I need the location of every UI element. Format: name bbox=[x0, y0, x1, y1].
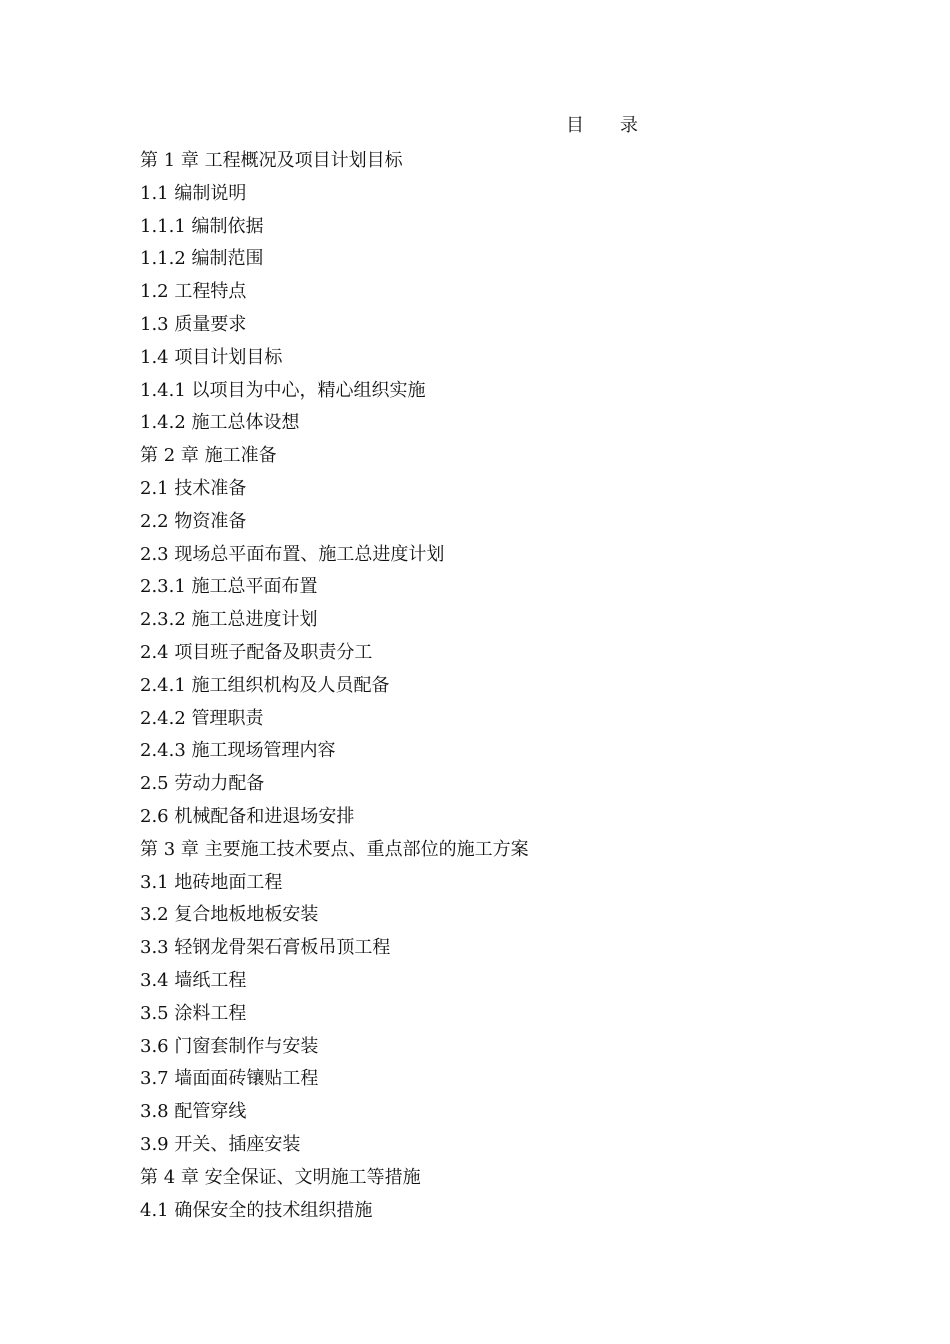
toc-entry-2-3: 2.3 现场总平面布置、施工总进度计划 bbox=[140, 543, 445, 565]
toc-entry-3-3: 3.3 轻钢龙骨架石膏板吊顶工程 bbox=[140, 937, 391, 959]
toc-entry-2-2: 2.2 物资准备 bbox=[140, 510, 247, 532]
toc-entry-1-1-1: 1.1.1 编制依据 bbox=[140, 215, 264, 237]
toc-entry-3-8: 3.8 配管穿线 bbox=[140, 1101, 247, 1123]
toc-entry-3-9: 3.9 开关、插座安装 bbox=[140, 1133, 301, 1155]
toc-entry-3-1: 3.1 地砖地面工程 bbox=[140, 871, 283, 893]
toc-entry-2-3-1: 2.3.1 施工总平面布置 bbox=[140, 576, 318, 598]
toc-entry-3-2: 3.2 复合地板地板安装 bbox=[140, 904, 319, 926]
toc-entry-1-1: 1.1 编制说明 bbox=[140, 182, 247, 204]
toc-entry-2-3-2: 2.3.2 施工总进度计划 bbox=[140, 609, 318, 631]
toc-entry-chapter-2: 第 2 章 施工准备 bbox=[140, 445, 277, 467]
toc-entry-chapter-1: 第 1 章 工程概况及项目计划目标 bbox=[140, 150, 403, 171]
toc-entry-2-4: 2.4 项目班子配备及职责分工 bbox=[140, 641, 373, 663]
toc-entry-2-5: 2.5 劳动力配备 bbox=[140, 773, 265, 795]
toc-entry-chapter-4: 第 4 章 安全保证、文明施工等措施 bbox=[140, 1166, 421, 1188]
toc-entry-1-4-2: 1.4.2 施工总体设想 bbox=[140, 412, 300, 434]
toc-entry-2-1: 2.1 技术准备 bbox=[140, 477, 247, 499]
toc-entry-3-6: 3.6 门窗套制作与安装 bbox=[140, 1035, 319, 1057]
toc-title: 目 录 bbox=[566, 115, 638, 136]
toc-entry-1-4: 1.4 项目计划目标 bbox=[140, 346, 283, 368]
toc-entry-3-5: 3.5 涂料工程 bbox=[140, 1002, 247, 1024]
toc-entry-2-6: 2.6 机械配备和进退场安排 bbox=[140, 805, 355, 827]
toc-entry-1-2: 1.2 工程特点 bbox=[140, 281, 247, 303]
toc-entry-2-4-3: 2.4.3 施工现场管理内容 bbox=[140, 740, 336, 762]
toc-entry-2-4-2: 2.4.2 管理职责 bbox=[140, 707, 264, 729]
toc-entry-2-4-1: 2.4.1 施工组织机构及人员配备 bbox=[140, 674, 390, 696]
toc-entry-3-4: 3.4 墙纸工程 bbox=[140, 969, 247, 991]
toc-entry-chapter-3: 第 3 章 主要施工技术要点、重点部位的施工方案 bbox=[140, 838, 529, 860]
toc-entry-4-1: 4.1 确保安全的技术组织措施 bbox=[140, 1199, 373, 1221]
toc-entry-1-3: 1.3 质量要求 bbox=[140, 313, 247, 335]
toc-entry-1-1-2: 1.1.2 编制范围 bbox=[140, 248, 264, 270]
toc-entry-3-7: 3.7 墙面面砖镶贴工程 bbox=[140, 1068, 319, 1090]
toc-entry-1-4-1: 1.4.1 以项目为中心，精心组织实施 bbox=[140, 379, 426, 401]
toc-list bbox=[140, 147, 529, 1229]
